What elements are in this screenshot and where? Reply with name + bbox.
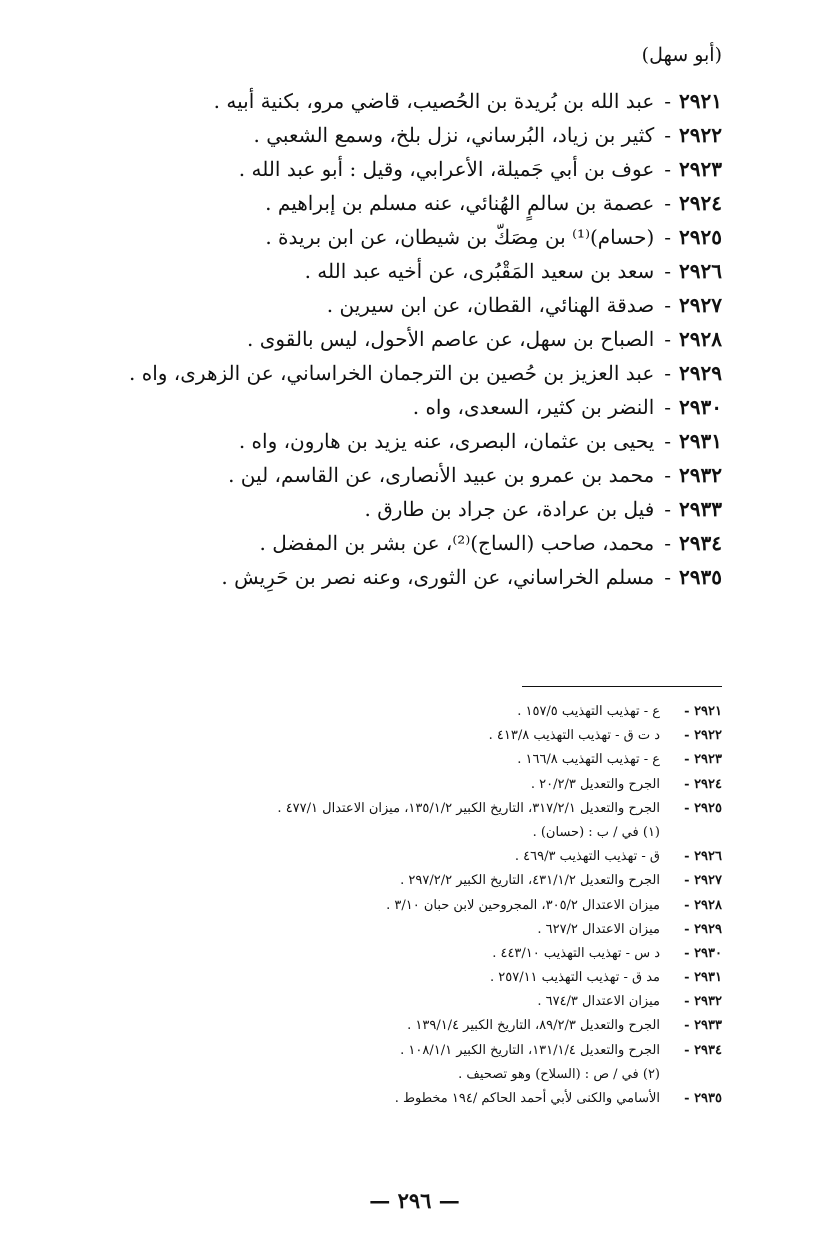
entry: ٢٩٢٤ - عصمة بن سالمٍ الهُنائي، عنه مسلم بن إبراهيم . [22, 186, 722, 220]
footnote-text: (٢) في / ص : (السلاح) وهو تصحيف . [458, 1066, 660, 1082]
entry-number: ٢٩٣٠ [679, 395, 722, 419]
entry-text: عصمة بن سالمٍ الهُنائي، عنه مسلم بن إبراهيم . [265, 191, 655, 215]
footnote [22, 773, 722, 797]
footnote [22, 724, 722, 748]
entry-text: صدقة الهنائي، القطان، عن ابن سيرين . [326, 293, 655, 317]
entry-text: محمد بن عمرو بن عبيد الأنصارى، عن القاسم، لين . [228, 463, 655, 487]
footnote-number: ٢٩٢٦ - [684, 849, 722, 865]
footnote-text: مد ق - تهذيب التهذيب ٢٥٧/١١ . [489, 970, 660, 986]
entry-text: سعد بن سعيد المَقْبُرى، عن أخيه عبد الله . [304, 259, 655, 283]
entry: ٢٩٣١ - يحيى بن عثمان، البصرى، عنه يزيد بن هارون، واه . [22, 424, 722, 458]
entry-number: ٢٩٣٣ [679, 497, 722, 521]
footnote-text: ميزان الاعتدال ٦٢٧/٢ . [537, 921, 660, 937]
footnote [22, 1014, 722, 1038]
footnote-number: ٢٩٢٤ - [684, 776, 722, 792]
footnote-number: ٢٩٢٢ - [684, 728, 722, 744]
footnote-text: د س - تهذيب التهذيب ٤٤٣/١٠ . [492, 945, 660, 961]
footnote-number: ٢٩٣٢ - [684, 994, 722, 1010]
footnote [22, 797, 722, 821]
footnote-annotation [22, 1063, 722, 1087]
entry-text: عبد العزيز بن حُصين بن الترجمان الخراساني، عن الزهرى، واه . [129, 361, 655, 385]
entry-number: ٢٩٣١ [679, 429, 722, 453]
footnote-text: الأسامي والكنى لأبي أحمد الحاكم /١٩٤ مخطوط . [394, 1091, 660, 1106]
footnote [22, 869, 722, 893]
footnote-text: ميزان الاعتدال ٦٧٤/٣ . [537, 994, 660, 1010]
footnote [22, 1039, 722, 1063]
footnotes-list [22, 700, 722, 1111]
entry-number: ٢٩٢٣ [679, 157, 722, 181]
entry-text: عوف بن أبي جَميلة، الأعرابي، وقيل : أبو عبد الله . [238, 157, 655, 181]
footnote [22, 942, 722, 966]
entry: ٢٩٣٥ - مسلم الخراساني، عن الثورى، وعنه نصر بن حَرِيش . [22, 560, 722, 594]
entry-number: ٢٩٢٩ [679, 361, 722, 385]
footnote-text: الجرح والتعديل ٤٣١/١/٢، التاريخ الكبير ٢٩٧/٢/٢ . [400, 873, 660, 889]
entry-text: (حسام)⁽¹⁾ بن مِصَكّ بن شيطان، عن ابن بريدة . [265, 225, 655, 249]
entry: ٢٩٢٥ - (حسام)⁽¹⁾ بن مِصَكّ بن شيطان، عن ابن بريدة . [22, 220, 722, 254]
entry-text: الصباح بن سهل، عن عاصم الأحول، ليس بالقوى . [247, 327, 655, 351]
entry-number: ٢٩٢٦ [679, 259, 722, 283]
entry-text: فيل بن عرادة، عن جراد بن طارق . [364, 497, 655, 521]
footnote-text: ق - تهذيب التهذيب ٤٦٩/٣ . [514, 849, 660, 865]
footnote-number: ٢٩٢١ - [684, 704, 722, 719]
footnote [22, 748, 722, 772]
footnote [22, 966, 722, 990]
entry-number: ٢٩٣٥ [679, 565, 722, 589]
entry: ٢٩٢٩ - عبد العزيز بن حُصين بن الترجمان الخراساني، عن الزهرى، واه . [22, 356, 722, 390]
entry: ٢٩٣٤ - محمد، صاحب (الساج)⁽²⁾، عن بشر بن المفضل . [22, 526, 722, 560]
entry: ٢٩٣٢ - محمد بن عمرو بن عبيد الأنصارى، عن القاسم، لين . [22, 458, 722, 492]
footnote-number: ٢٩٣٣ - [684, 1018, 722, 1034]
footnote [22, 845, 722, 869]
footnote-number: ٢٩٢٥ - [684, 800, 722, 816]
entry-number: ٢٩٢٢ [679, 123, 722, 147]
footnote-divider [522, 686, 722, 687]
footnote-text: د ت ق - تهذيب التهذيب ٤١٣/٨ . [488, 728, 660, 744]
footnote-text: ع - تهذيب التهذيب ١٦٦/٨ . [517, 752, 660, 768]
footnote-number: ٢٩٣٤ - [684, 1042, 722, 1058]
entry-text: كثير بن زياد، البُرساني، نزل بلخ، وسمع الشعبي . [253, 123, 655, 147]
entry-text: محمد، صاحب (الساج)⁽²⁾، عن بشر بن المفضل . [259, 531, 655, 555]
footnote [22, 990, 722, 1014]
footnote-text: (١) في / ب : (حسان) . [532, 824, 660, 840]
entry: ٢٩٢٣ - عوف بن أبي جَميلة، الأعرابي، وقيل : أبو عبد الله . [22, 152, 722, 186]
entry-number: ٢٩٣٢ [679, 463, 722, 487]
entry: ٢٩٢١ - عبد الله بن بُريدة بن الحُصيب، قاضي مرو، بكنية أبيه . [22, 84, 722, 118]
footnote-text: ميزان الاعتدال ٣٠٥/٢، المجروحين لابن حبان ٣/١٠ . [386, 897, 660, 913]
entry: ٢٩٢٨ - الصباح بن سهل، عن عاصم الأحول، ليس بالقوى . [22, 322, 722, 356]
entry: ٢٩٢٢ - كثير بن زياد، البُرساني، نزل بلخ، وسمع الشعبي . [22, 118, 722, 152]
entry-text: يحيى بن عثمان، البصرى، عنه يزيد بن هارون، واه . [238, 429, 655, 453]
entries-list [22, 84, 722, 594]
entry-number: ٢٩٢٥ [679, 225, 722, 249]
footnote-number: ٢٩٢٧ - [684, 873, 722, 889]
entry: ٢٩٢٦ - سعد بن سعيد المَقْبُرى، عن أخيه عبد الله . [22, 254, 722, 288]
running-head: (أبو سهل) [641, 44, 722, 66]
entry-number: ٢٩٢١ [679, 89, 722, 113]
footnote-number: ٢٩٢٩ - [684, 921, 722, 937]
entry-text: النضر بن كثير، السعدى، واه . [412, 395, 655, 419]
entry-number: ٢٩٢٨ [679, 327, 722, 351]
entry: ٢٩٢٧ - صدقة الهنائي، القطان، عن ابن سيرين . [22, 288, 722, 322]
entry: ٢٩٣٣ - فيل بن عرادة، عن جراد بن طارق . [22, 492, 722, 526]
footnote-text: الجرح والتعديل ٣١٧/٢/١، التاريخ الكبير ١٣٥/١/٢، ميزان الاعتدال ٤٧٧/١ . [277, 800, 660, 816]
footnote-number: ٢٩٢٨ - [684, 897, 722, 913]
footnote-number: ٢٩٣٥ - [684, 1091, 722, 1106]
footnote-number: ٢٩٣٠ - [684, 945, 722, 961]
footnote-text: الجرح والتعديل ١٣١/١/٤، التاريخ الكبير ١٠٨/١/١ . [400, 1042, 660, 1058]
page-number: — ٢٩٦ — [369, 1188, 460, 1213]
entry-text: عبد الله بن بُريدة بن الحُصيب، قاضي مرو، بكنية أبيه . [213, 89, 655, 113]
footnote-text: ع - تهذيب التهذيب ١٥٧/٥ . [517, 704, 660, 719]
entry-number: ٢٩٢٤ [679, 191, 722, 215]
footnote [22, 700, 722, 724]
footnote-number: ٢٩٢٣ - [684, 752, 722, 768]
footnote-text: الجرح والتعديل ٢٠/٢/٣ . [530, 776, 660, 792]
footnote [22, 918, 722, 942]
entry-number: ٢٩٣٤ [679, 531, 722, 555]
entry: ٢٩٣٠ - النضر بن كثير، السعدى، واه . [22, 390, 722, 424]
footnote-number: ٢٩٣١ - [684, 970, 722, 986]
footnote [22, 894, 722, 918]
entry-number: ٢٩٢٧ [679, 293, 722, 317]
footnote [22, 1087, 722, 1111]
entry-text: مسلم الخراساني، عن الثورى، وعنه نصر بن حَرِيش . [221, 565, 655, 589]
footnote-annotation [22, 821, 722, 845]
footnote-text: الجرح والتعديل ٨٩/٢/٣، التاريخ الكبير ١٣٩/١/٤ . [407, 1018, 660, 1034]
